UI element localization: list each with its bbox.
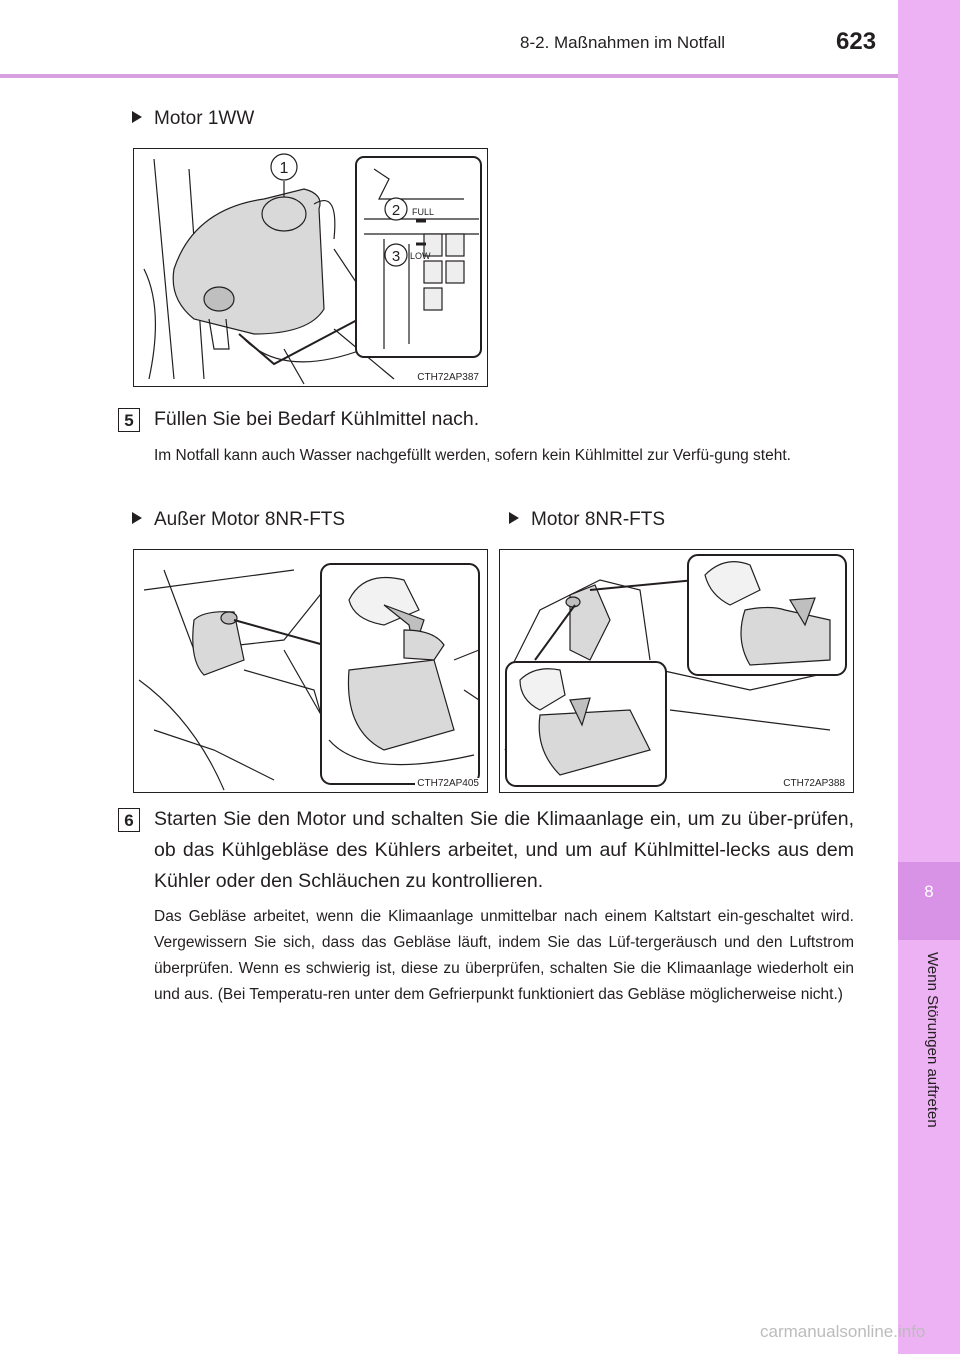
step-6-note: Das Gebläse arbeitet, wenn die Klimaanlage unmittelbar nach einem Kaltstart ein-geschaltet wird. Vergewissern Sie sich, dass das Gebläse läuft, indem Sie das Lüf-tergeräusch und den Luftstrom überprüfen. Wenn es schwierig ist, diese zu überprüfen, schalten Sie die Klimaanlage wiederholt ein und aus. (Bei Temperatu-ren unter dem Gefrierpunkt funktioniert das Gebläse möglicherweise nicht.) <box>154 908 854 1003</box>
figure1-heading-text: Motor 1WW <box>154 108 255 129</box>
engine-except-8nr-illustration <box>134 550 487 792</box>
header-rule <box>0 74 898 78</box>
engine-1ww-illustration <box>134 149 487 386</box>
triangle-bullet-icon <box>132 512 142 524</box>
triangle-bullet-icon <box>509 512 519 524</box>
figure3-code: CTH72AP388 <box>783 778 845 789</box>
chapter-number: 8 <box>924 882 934 901</box>
figure1-heading <box>132 108 254 130</box>
callout-1: 1 <box>279 160 289 177</box>
step-5-badge: 5 <box>118 408 140 432</box>
engine-8nr-illustration <box>500 550 853 792</box>
step-6-text: Starten Sie den Motor und schalten Sie die Klimaanlage ein, um zu über-prüfen, ob das Kühlgebläse des Kühlers arbeitet, und um auf Kühlmittel-lecks aus dem Kühler oder den Schläuchen zu kontrollieren. <box>154 808 854 892</box>
section-title: 8-2. Maßnahmen im Notfall <box>520 33 726 52</box>
step-5-note: Im Notfall kann auch Wasser nachgefüllt werden, sofern kein Kühlmittel zur Verfü-gung steht. <box>154 447 791 464</box>
callout-3: 3 <box>391 248 401 265</box>
figure3-heading <box>509 509 665 531</box>
full-mark-label: FULL <box>412 207 435 217</box>
page-number: 623 <box>836 28 877 55</box>
figure3-heading-text: Motor 8NR-FTS <box>531 509 666 530</box>
figure2-heading <box>132 509 345 531</box>
figure2-heading-text: Außer Motor 8NR-FTS <box>154 509 346 530</box>
figure-except-8nr-fts <box>133 549 488 793</box>
callout-2: 2 <box>391 202 401 219</box>
low-mark-label: LOW <box>410 251 431 261</box>
step-5-text: Füllen Sie bei Bedarf Kühlmittel nach. <box>154 408 480 430</box>
triangle-bullet-icon <box>132 111 142 123</box>
figure1-code: CTH72AP387 <box>417 372 479 383</box>
figure-engine-1ww <box>133 148 488 387</box>
watermark: carmanualsonline.info <box>760 1322 926 1341</box>
chapter-title: Wenn Störungen auftreten <box>924 952 941 1128</box>
step-6-badge: 6 <box>118 808 140 832</box>
figure-8nr-fts <box>499 549 854 793</box>
figure2-code: CTH72AP405 <box>417 778 479 789</box>
